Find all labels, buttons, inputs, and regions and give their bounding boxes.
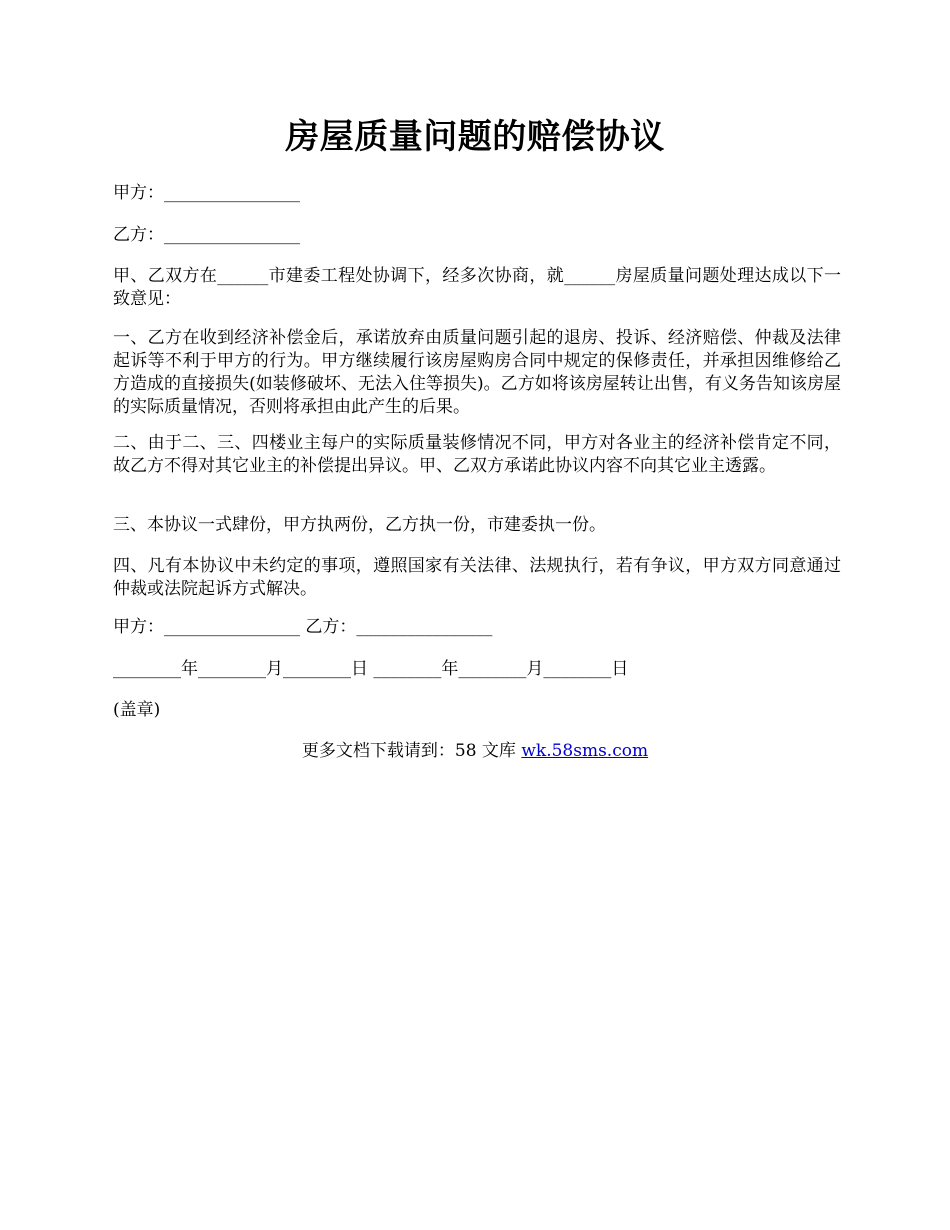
date-line: ________年________月________日 ________年________月________日	[113, 659, 629, 679]
seal-note: (盖章)	[113, 700, 161, 720]
footer-text: 更多文档下载请到：58 文库	[301, 741, 522, 761]
party-b-line: 乙方：________________	[113, 225, 300, 245]
clause-4: 四、凡有本协议中未约定的事项，遵照国家有关法律、法规执行，若有争议，甲方双方同意通过仲裁或法院起诉方式解决。	[113, 556, 841, 599]
footer-link[interactable]: wk.58sms.com	[521, 741, 649, 761]
signature-line: 甲方：________________ 乙方：________________	[113, 617, 493, 637]
clause-2: 二、由于二、三、四楼业主每户的实际质量装修情况不同，甲方对各业主的经济补偿肯定不同，故乙方不得对其它业主的补偿提出异议。甲、乙双方承诺此协议内容不向其它业主透露。	[113, 433, 841, 476]
document-title: 房屋质量问题的赔偿协议	[285, 117, 665, 157]
footer	[0, 740, 950, 763]
clause-3: 三、本协议一式肆份，甲方执两份，乙方执一份，市建委执一份。	[113, 515, 606, 535]
party-a-line: 甲方：________________	[113, 183, 300, 203]
clause-1: 一、乙方在收到经济补偿金后，承诺放弃由质量问题引起的退房、投诉、经济赔偿、仲裁及法律起诉等不利于甲方的行为。甲方继续履行该房屋购房合同中规定的保修责任，并承担因维修给乙方造成的直接损失(如装修破坏、无法入住等损失)。乙方如将该房屋转让出售，有义务告知该房屋的实际质量情况，否则将承担由此产生的后果。	[113, 328, 841, 417]
intro-paragraph: 甲、乙双方在______市建委工程处协调下，经多次协商，就______房屋质量问题处理达成以下一致意见：	[113, 266, 841, 309]
